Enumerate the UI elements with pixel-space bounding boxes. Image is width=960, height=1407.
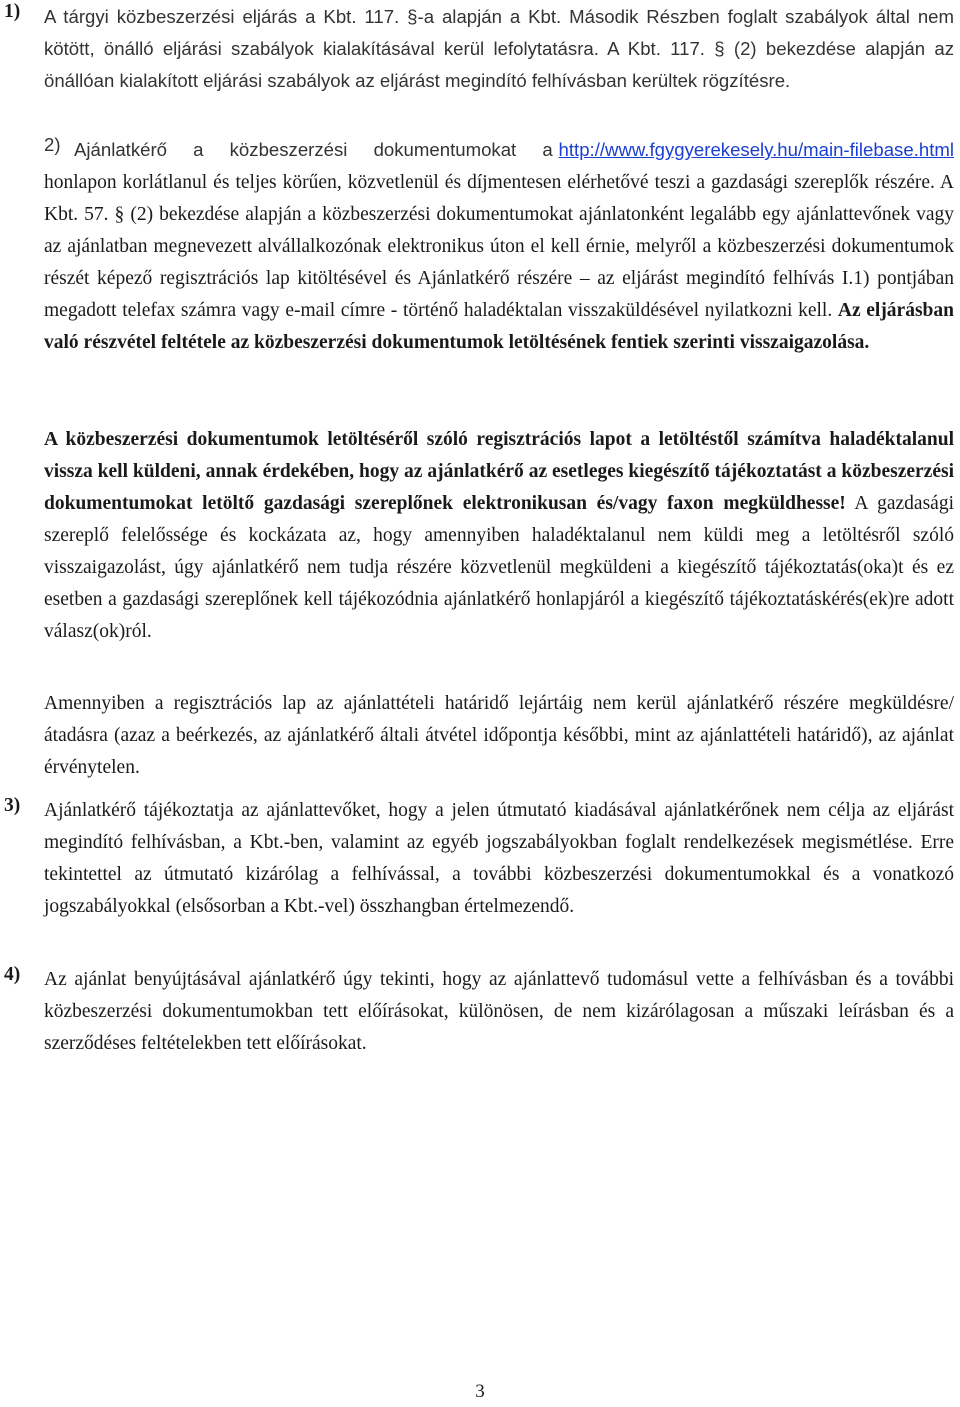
item-continuation: honlapon korlátlanul és teljes körűen, közvetlenül és díjmentesen elérhetővé teszi a gazdasági szereplők részére. A Kbt. 57. § (2) bekezdése alapján a közbeszerzési dokumentumokat ajánlatonként legalább egy ajánlattevőnek vagy az ajánlatban megnevezett alvállalkozónak elektronikus úton el kell érnie, melyről a közbeszerzési dokumentumok részét képező regisztrációs lap kitöltésével és Ajánlatkérő részére – az eljárást megindító felhívás I.1) pontjában megadott telefax számra vagy e-mail címre - történő haladéktalan visszaküldésével nyilatkozni kell. bbox=[44, 172, 954, 321]
item-number: 4) bbox=[4, 964, 21, 985]
paragraph-invalid: Amennyiben a regisztrációs lap az ajánlattételi határidő lejártáig nem kerül ajánlatkérő részére megküldésre/átadásra (azaz a beérkezés, az ajánlatkérő általi átvétel időpontja későbbi, mint az ajánlattételi határidő), az ajánlat érvénytelen. bbox=[44, 693, 954, 778]
item-text: Ajánlatkérő tájékoztatja az ajánlattevőket, hogy a jelen útmutató kiadásával ajánlatkérőnek nem célja az eljárást megindító felhívásban, a Kbt.-ben, valamint az egyéb jogszabályokban foglalt rendelkezések megismétlése. Erre tekintettel az útmutató kizárólag a felhívással, a további közbeszerzési dokumentumokkal és a vonatkozó jogszabályokkal (elsősorban a Kbt.-vel) összhangban értelmezendő. bbox=[44, 800, 954, 917]
registration-rest: A gazdasági szereplő felelőssége és kockázata az, hogy amennyiben haladéktalanul nem küldi meg a letöltésről szóló visszaigazolást, úgy ajánlatkérő nem tudja részére közvetlenül megküldeni a kiegészítő tájékoztatás(oka)t és ez esetben a gazdasági szereplőnek kell tájékozódnia ajánlatkérő honlapjáról a kiegészítő tájékoztatáskérés(ek)re adott válasz(ok)ról. bbox=[44, 493, 954, 642]
paragraph-registration bbox=[44, 424, 954, 648]
download-link[interactable]: http://www.fgygyerekesely.hu/main-filebase.html bbox=[558, 139, 954, 160]
item-number: 1) bbox=[4, 1, 21, 22]
item-text bbox=[44, 134, 954, 359]
item-number: 3) bbox=[4, 795, 21, 816]
item-text: Az ajánlat benyújtásával ajánlatkérő úgy tekinti, hogy az ajánlattevő tudomásul vette a felhívásban és a további közbeszerzési dokumentumokban tett előírásokat, különösen, de nem kizárólagosan a műszaki leírásban és a szerződéses feltételekben tett előírásokat. bbox=[44, 969, 954, 1054]
item-intro: Ajánlatkérő a közbeszerzési dokumentumokat a bbox=[74, 139, 553, 160]
bold-condition: Az eljárásban való részvétel feltétele az közbeszerzési dokumentumok letöltésének fentiek szerinti visszaigazolása. bbox=[44, 300, 954, 353]
item-text: A tárgyi közbeszerzési eljárás a Kbt. 117. §-a alapján a Kbt. Második Részben foglalt szabályok által nem kötött, önálló eljárási szabályok kialakításával kerül lefolytatásra. A Kbt. 117. § (2) bekezdése alapján az önállóan kialakított eljárási szabályok az eljárást megindító felhívásban kerültek rögzítésre. bbox=[44, 6, 954, 91]
bold-registration-notice: A közbeszerzési dokumentumok letöltéséről szóló regisztrációs lapot a letöltéstől számítva haladéktalanul vissza kell küldeni, annak érdekében, hogy az ajánlatkérő az esetleges kiegészítő tájékoztatást a közbeszerzési dokumentumokat letöltő gazdasági szereplőnek elektronikusan és/vagy faxon megküldhesse! bbox=[44, 429, 954, 514]
item-number: 2) bbox=[44, 134, 61, 155]
page-number: 3 bbox=[475, 1381, 485, 1402]
